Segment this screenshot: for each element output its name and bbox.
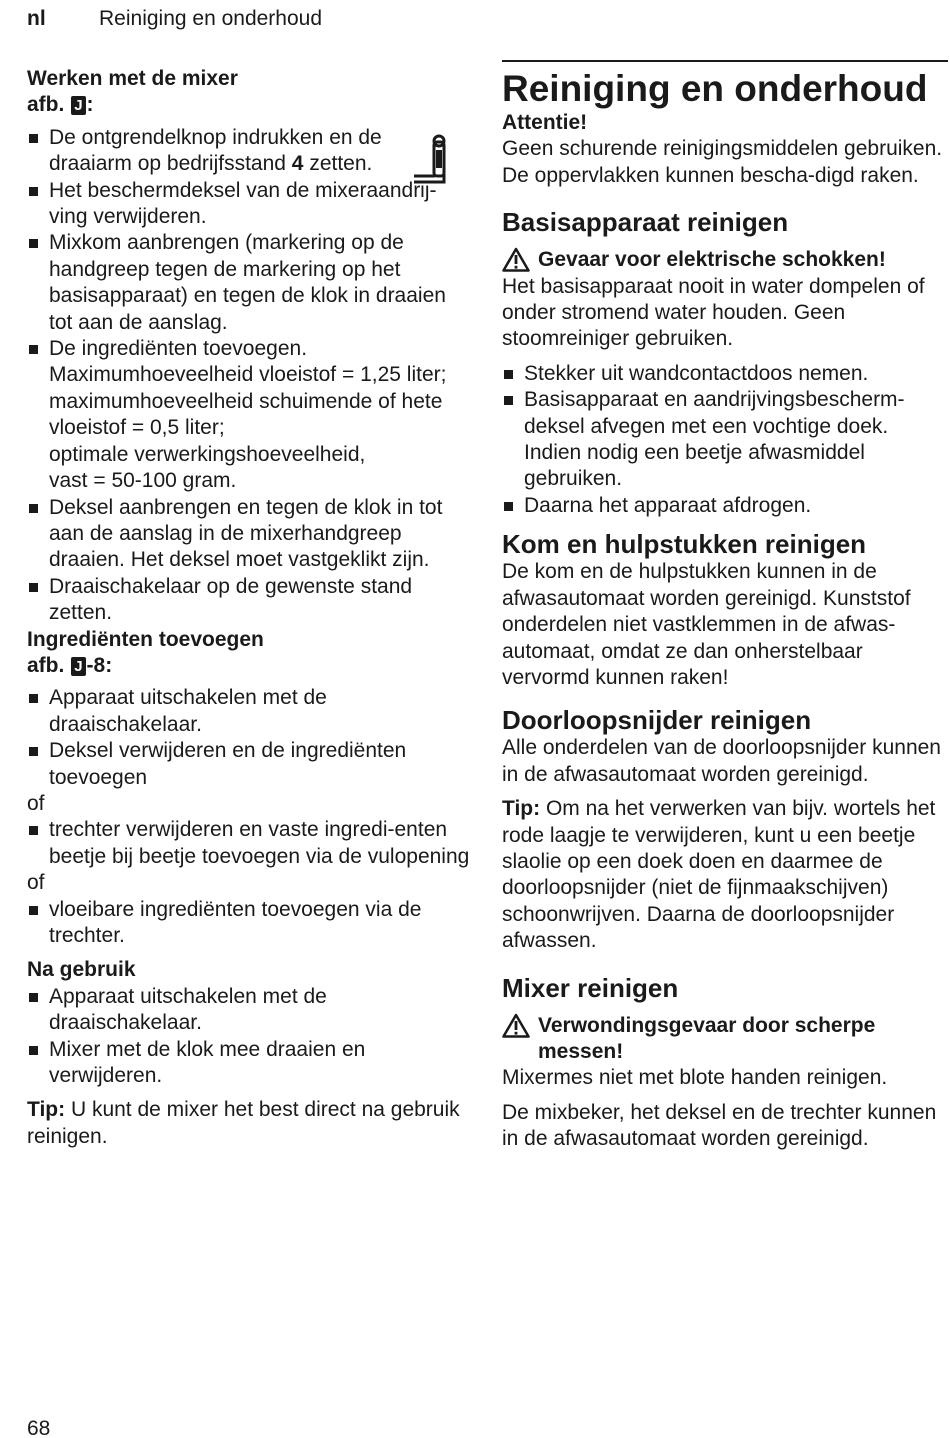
list-item: Mixer met de klok mee draaien en verwijderen. (27, 1037, 475, 1090)
list-item: Draaischakelaar op de gewenste stand zetten. (27, 574, 475, 627)
after-use-heading: Na gebruik (27, 958, 136, 982)
list-item: Basisapparaat en aandrijvingsbescherm-deksel afvegen met een vochtige doek. Indien nodig een beetje afwasmiddel gebruiken. (502, 387, 948, 493)
figure-badge: J (71, 96, 85, 115)
figure-badge: J (71, 657, 85, 676)
base-text: Het basisapparaat nooit in water dompelen of onder stromend water houden. Geen stoomreiniger gebruiken. (502, 274, 925, 351)
list-item: De ontgrendelknop indrukken en de draaiarm op bedrijfsstand 4 zetten. (27, 125, 475, 178)
attention-label: Attentie! (502, 111, 588, 134)
fig-suffix: : (86, 93, 94, 117)
base-heading: Basisapparaat reinigen (502, 207, 789, 238)
mixer-clean-text: Mixermes niet met blote handen reinigen. (502, 1066, 888, 1090)
after-use-tip: Tip: U kunt de mixer het best direct na gebruik reinigen. (27, 1098, 460, 1148)
page-number: 68 (27, 1417, 51, 1438)
mixer-figure-ref (27, 92, 475, 118)
list-item: vloeibare ingrediënten toevoegen via de trechter. (27, 897, 475, 950)
list-item: trechter verwijderen en vaste ingredi-enten beetje bij beetje toevoegen via de vulopening (27, 817, 475, 870)
mixer-clean-text: De mixbeker, het deksel en de trechter kunnen in de afwasautomaat worden gereinigd. (502, 1100, 937, 1151)
list-item: Stekker uit wandcontactdoos nemen. (502, 361, 948, 387)
base-steps-list (502, 361, 948, 519)
bowl-heading: Kom en hulpstukken reinigen (502, 529, 867, 560)
fig-prefix: afb. (27, 93, 65, 117)
ingredient-line: vast = 50-100 gram. (49, 469, 237, 493)
warning-triangle-icon (502, 1013, 530, 1038)
add-steps-list (27, 685, 475, 791)
blade-warning: Verwondingsgevaar door scherpe messen! (502, 1013, 948, 1066)
ingredient-line: maximumhoeveelheid schuimende of hete vloeistof = 0,5 liter; (49, 389, 443, 440)
warning-triangle-icon (502, 247, 530, 272)
list-item: Het beschermdeksel van de mixeraandrij-ving verwijderen. (27, 178, 475, 231)
list-item: De ingrediënten toevoegen. Maximumhoeveelheid vloeistof = 1,25 liter; maximumhoeveelheid schuimende of hete vloeistof = 0,5 liter; optimale verwerkingshoeveelheid, vast = 50-100 gram. (27, 336, 475, 494)
list-item: Mixkom aanbrengen (markering op de handgreep tegen de markering op het basisapparaat) en tegen de klok in draaien tot aan de aanslag. (27, 230, 475, 336)
or-text: of (27, 871, 45, 895)
or-text: of (27, 791, 45, 815)
add-figure-ref (27, 653, 475, 679)
section-title: Reiniging en onderhoud (502, 68, 928, 109)
add-option-c (27, 897, 475, 950)
list-item: Apparaat uitschakelen met de draaischakelaar. (27, 685, 475, 738)
page-header (27, 6, 927, 34)
left-column (27, 66, 475, 1150)
after-use-list (27, 984, 475, 1090)
fig-prefix: afb. (27, 653, 65, 677)
add-option-b (27, 817, 475, 870)
mixer-heading: Werken met de mixer (27, 67, 238, 90)
add-ingredients-heading: Ingrediënten toevoegen (27, 627, 264, 651)
mixer-clean-heading: Mixer reinigen (502, 972, 679, 1003)
fig-suffix: -8: (86, 653, 113, 677)
list-item: Apparaat uitschakelen met de draaischakelaar. (27, 984, 475, 1037)
slicer-text: Alle onderdelen van de doorloopsnijder kunnen in de afwasautomaat worden gereinigd. (502, 736, 941, 786)
mixer-steps-list (27, 125, 475, 627)
shock-warning: Gevaar voor elektrische schokken! (502, 247, 948, 273)
list-item: Deksel aanbrengen en tegen de klok in tot aan de aanslag in de mixerhandgreep draaien. Het deksel moet vastgeklikt zijn. (27, 495, 475, 574)
list-item: Deksel verwijderen en de ingrediënten toevoegen (27, 738, 475, 791)
slicer-heading: Doorloopsnijder reinigen (502, 705, 812, 736)
language-code: nl (27, 7, 46, 30)
ingredient-line: optimale verwerkingshoeveelheid, (49, 442, 366, 466)
bowl-text: De kom en de hulpstukken kunnen in de afwasautomaat worden gereinigd. Kunststof onderdelen niet vastklemmen in de afwas-automaat, omdat ze dan onherstelbaar vervormd kunnen raken! (502, 560, 911, 689)
slicer-tip: Tip: Om na het verwerken van bijv. wortels het rode laagje te verwijderen, kunt u een beetje slaolie op een doek doen en daarmee de doorloopsnijder (niet de fijnmaakschijven) schoonwrijven. Daarna de doorloopsnijder afwassen. (502, 797, 936, 953)
ingredient-line: Maximumhoeveelheid vloeistof = 1,25 liter; (49, 363, 447, 387)
attention-text: Geen schurende reinigingsmiddelen gebruiken. De oppervlakken kunnen bescha-digd raken. (502, 137, 943, 187)
list-item: Daarna het apparaat afdrogen. (502, 493, 948, 519)
right-column (502, 60, 948, 1153)
header-title: Reiniging en onderhoud (99, 7, 323, 30)
